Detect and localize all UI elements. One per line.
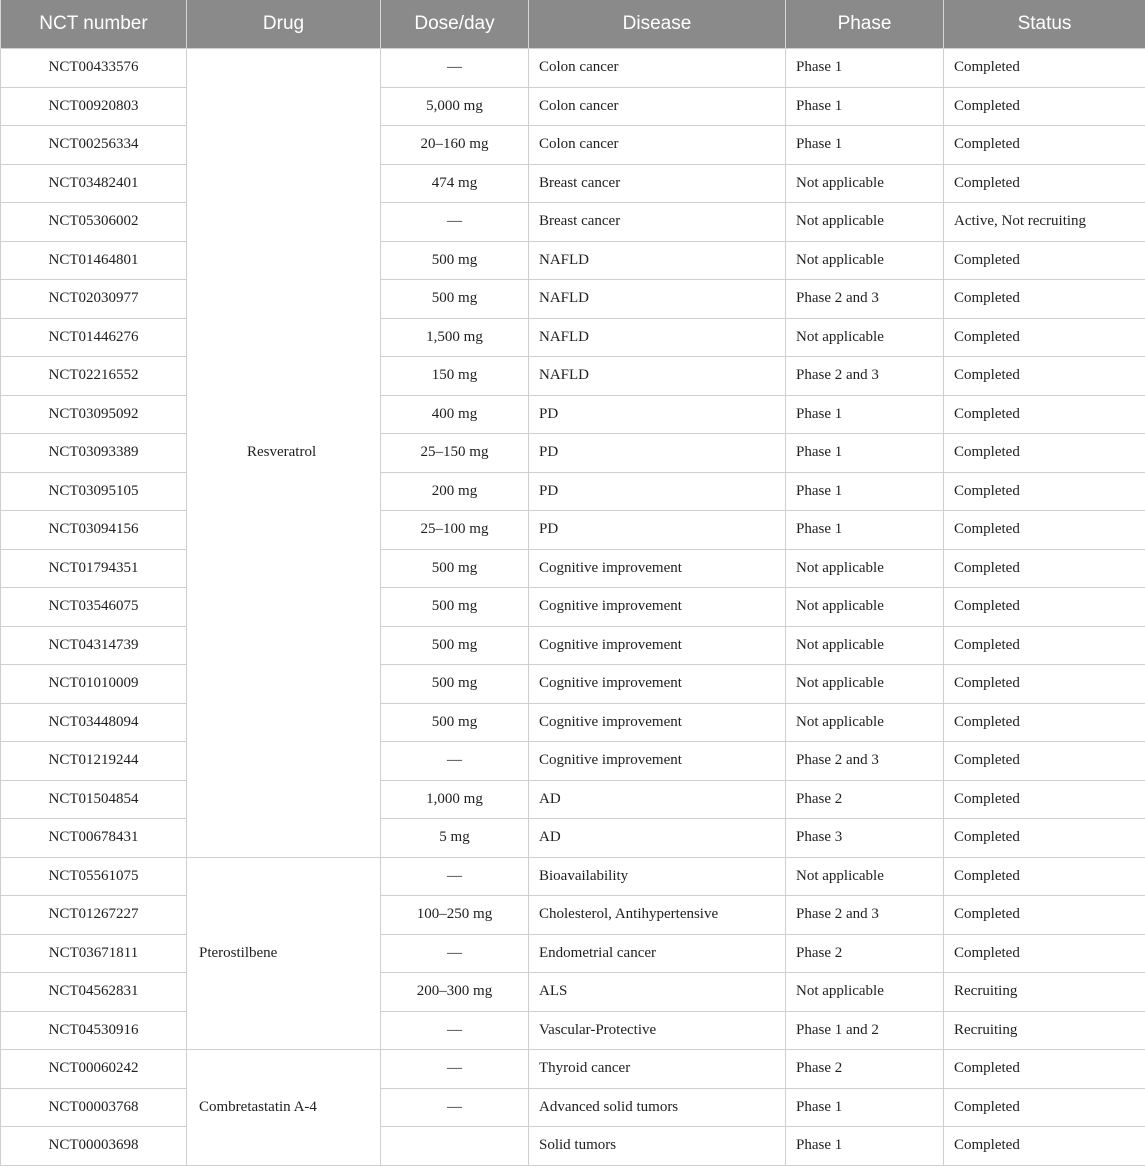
dose-cell: — <box>381 857 529 896</box>
nct-number-cell: NCT03546075 <box>1 588 187 627</box>
status-cell: Completed <box>944 280 1145 319</box>
status-cell: Completed <box>944 357 1145 396</box>
dose-cell: — <box>381 742 529 781</box>
nct-number-cell: NCT04530916 <box>1 1011 187 1050</box>
disease-cell: Cognitive improvement <box>529 588 786 627</box>
table-row <box>1 896 1145 935</box>
table-body <box>1 49 1145 1166</box>
phase-cell: Not applicable <box>786 857 944 896</box>
nct-number-cell: NCT05306002 <box>1 203 187 242</box>
phase-cell: Not applicable <box>786 588 944 627</box>
nct-number-cell: NCT02030977 <box>1 280 187 319</box>
status-cell: Recruiting <box>944 973 1145 1012</box>
header-row <box>1 0 1145 49</box>
dose-cell: 500 mg <box>381 703 529 742</box>
phase-cell: Phase 1 and 2 <box>786 1011 944 1050</box>
status-cell: Completed <box>944 934 1145 973</box>
status-cell: Completed <box>944 703 1145 742</box>
dose-cell: 25–100 mg <box>381 511 529 550</box>
dose-cell: 200–300 mg <box>381 973 529 1012</box>
dose-cell: 100–250 mg <box>381 896 529 935</box>
phase-cell: Not applicable <box>786 626 944 665</box>
table-row <box>1 164 1145 203</box>
phase-cell: Phase 1 <box>786 434 944 473</box>
nct-number-cell: NCT00920803 <box>1 87 187 126</box>
status-cell: Completed <box>944 780 1145 819</box>
phase-cell: Phase 2 and 3 <box>786 896 944 935</box>
status-cell: Completed <box>944 126 1145 165</box>
nct-number-cell: NCT03095105 <box>1 472 187 511</box>
phase-cell: Phase 1 <box>786 49 944 88</box>
disease-cell: PD <box>529 472 786 511</box>
drug-cell: Pterostilbene <box>187 857 381 1050</box>
phase-cell: Phase 2 <box>786 1050 944 1089</box>
nct-number-cell: NCT01794351 <box>1 549 187 588</box>
nct-number-cell: NCT01267227 <box>1 896 187 935</box>
phase-cell: Phase 1 <box>786 472 944 511</box>
phase-cell: Not applicable <box>786 973 944 1012</box>
disease-cell: Thyroid cancer <box>529 1050 786 1089</box>
table-row <box>1 241 1145 280</box>
nct-number-cell: NCT01464801 <box>1 241 187 280</box>
dose-cell: — <box>381 49 529 88</box>
table-row <box>1 280 1145 319</box>
nct-number-cell: NCT03448094 <box>1 703 187 742</box>
dose-cell: 400 mg <box>381 395 529 434</box>
phase-cell: Phase 1 <box>786 126 944 165</box>
drug-cell: Combretastatin A-4 <box>187 1050 381 1166</box>
nct-number-cell: NCT00060242 <box>1 1050 187 1089</box>
disease-cell: PD <box>529 511 786 550</box>
status-cell: Completed <box>944 896 1145 935</box>
column-header-drug: Drug <box>187 0 381 49</box>
status-cell: Completed <box>944 626 1145 665</box>
nct-number-cell: NCT01010009 <box>1 665 187 704</box>
disease-cell: Breast cancer <box>529 203 786 242</box>
dose-cell: — <box>381 203 529 242</box>
disease-cell: Solid tumors <box>529 1127 786 1166</box>
status-cell: Completed <box>944 819 1145 858</box>
status-cell: Active, Not recruiting <box>944 203 1145 242</box>
nct-number-cell: NCT04562831 <box>1 973 187 1012</box>
phase-cell: Phase 1 <box>786 1088 944 1127</box>
status-cell: Completed <box>944 742 1145 781</box>
disease-cell: Endometrial cancer <box>529 934 786 973</box>
dose-cell: 474 mg <box>381 164 529 203</box>
phase-cell: Phase 3 <box>786 819 944 858</box>
dose-cell: 500 mg <box>381 241 529 280</box>
dose-cell: 25–150 mg <box>381 434 529 473</box>
dose-cell: — <box>381 1011 529 1050</box>
dose-cell: 1,500 mg <box>381 318 529 357</box>
phase-cell: Not applicable <box>786 164 944 203</box>
phase-cell: Phase 2 <box>786 934 944 973</box>
table-row <box>1 357 1145 396</box>
dose-cell: 5,000 mg <box>381 87 529 126</box>
nct-number-cell: NCT05561075 <box>1 857 187 896</box>
dose-cell: 500 mg <box>381 280 529 319</box>
table-row <box>1 780 1145 819</box>
dose-cell <box>381 1127 529 1166</box>
status-cell: Completed <box>944 395 1145 434</box>
status-cell: Recruiting <box>944 1011 1145 1050</box>
table-row <box>1 318 1145 357</box>
phase-cell: Not applicable <box>786 318 944 357</box>
disease-cell: AD <box>529 780 786 819</box>
nct-number-cell: NCT03671811 <box>1 934 187 973</box>
dose-cell: — <box>381 1088 529 1127</box>
table-row <box>1 549 1145 588</box>
table-header <box>1 0 1145 49</box>
table-row <box>1 434 1145 473</box>
status-cell: Completed <box>944 1088 1145 1127</box>
dose-cell: 500 mg <box>381 626 529 665</box>
table-row <box>1 203 1145 242</box>
phase-cell: Not applicable <box>786 665 944 704</box>
dose-cell: 200 mg <box>381 472 529 511</box>
disease-cell: Vascular-Protective <box>529 1011 786 1050</box>
table-row <box>1 665 1145 704</box>
disease-cell: Colon cancer <box>529 87 786 126</box>
status-cell: Completed <box>944 318 1145 357</box>
phase-cell: Not applicable <box>786 241 944 280</box>
dose-cell: 20–160 mg <box>381 126 529 165</box>
nct-number-cell: NCT01219244 <box>1 742 187 781</box>
table-row <box>1 703 1145 742</box>
disease-cell: Cognitive improvement <box>529 665 786 704</box>
phase-cell: Phase 1 <box>786 1127 944 1166</box>
status-cell: Completed <box>944 665 1145 704</box>
phase-cell: Phase 2 and 3 <box>786 280 944 319</box>
disease-cell: PD <box>529 395 786 434</box>
disease-cell: ALS <box>529 973 786 1012</box>
column-header-disease: Disease <box>529 0 786 49</box>
disease-cell: Cholesterol, Antihypertensive <box>529 896 786 935</box>
column-header-dose-per-day: Dose/day <box>381 0 529 49</box>
phase-cell: Phase 1 <box>786 395 944 434</box>
drug-cell: Resveratrol <box>187 49 381 858</box>
disease-cell: Colon cancer <box>529 126 786 165</box>
table-row <box>1 126 1145 165</box>
phase-cell: Not applicable <box>786 549 944 588</box>
nct-number-cell: NCT00256334 <box>1 126 187 165</box>
disease-cell: Cognitive improvement <box>529 549 786 588</box>
disease-cell: Cognitive improvement <box>529 626 786 665</box>
disease-cell: NAFLD <box>529 241 786 280</box>
status-cell: Completed <box>944 434 1145 473</box>
phase-cell: Not applicable <box>786 203 944 242</box>
disease-cell: Colon cancer <box>529 49 786 88</box>
table-row <box>1 1011 1145 1050</box>
status-cell: Completed <box>944 164 1145 203</box>
nct-number-cell: NCT00433576 <box>1 49 187 88</box>
disease-cell: Breast cancer <box>529 164 786 203</box>
status-cell: Completed <box>944 241 1145 280</box>
dose-cell: 1,000 mg <box>381 780 529 819</box>
disease-cell: NAFLD <box>529 318 786 357</box>
column-header-status: Status <box>944 0 1145 49</box>
table-row <box>1 511 1145 550</box>
phase-cell: Phase 1 <box>786 511 944 550</box>
status-cell: Completed <box>944 857 1145 896</box>
table-row <box>1 1050 1145 1089</box>
nct-number-cell: NCT03093389 <box>1 434 187 473</box>
nct-number-cell: NCT01446276 <box>1 318 187 357</box>
status-cell: Completed <box>944 549 1145 588</box>
dose-cell: 5 mg <box>381 819 529 858</box>
status-cell: Completed <box>944 472 1145 511</box>
table-row <box>1 819 1145 858</box>
disease-cell: Advanced solid tumors <box>529 1088 786 1127</box>
table-row <box>1 1127 1145 1166</box>
phase-cell: Not applicable <box>786 703 944 742</box>
status-cell: Completed <box>944 1127 1145 1166</box>
phase-cell: Phase 2 <box>786 780 944 819</box>
dose-cell: — <box>381 934 529 973</box>
status-cell: Completed <box>944 87 1145 126</box>
table-row <box>1 87 1145 126</box>
nct-number-cell: NCT03094156 <box>1 511 187 550</box>
dose-cell: 500 mg <box>381 549 529 588</box>
status-cell: Completed <box>944 511 1145 550</box>
disease-cell: Cognitive improvement <box>529 703 786 742</box>
nct-number-cell: NCT00003768 <box>1 1088 187 1127</box>
phase-cell: Phase 2 and 3 <box>786 742 944 781</box>
nct-number-cell: NCT04314739 <box>1 626 187 665</box>
table-row <box>1 857 1145 896</box>
column-header-phase: Phase <box>786 0 944 49</box>
dose-cell: 500 mg <box>381 665 529 704</box>
dose-cell: 500 mg <box>381 588 529 627</box>
status-cell: Completed <box>944 49 1145 88</box>
table-row <box>1 1088 1145 1127</box>
table-row <box>1 472 1145 511</box>
nct-number-cell: NCT03095092 <box>1 395 187 434</box>
nct-number-cell: NCT01504854 <box>1 780 187 819</box>
disease-cell: AD <box>529 819 786 858</box>
nct-number-cell: NCT03482401 <box>1 164 187 203</box>
disease-cell: Bioavailability <box>529 857 786 896</box>
disease-cell: PD <box>529 434 786 473</box>
dose-cell: 150 mg <box>381 357 529 396</box>
phase-cell: Phase 2 and 3 <box>786 357 944 396</box>
column-header-nct-number: NCT number <box>1 0 187 49</box>
table-row <box>1 934 1145 973</box>
nct-number-cell: NCT02216552 <box>1 357 187 396</box>
table-row <box>1 49 1145 88</box>
table-row <box>1 626 1145 665</box>
status-cell: Completed <box>944 588 1145 627</box>
disease-cell: NAFLD <box>529 357 786 396</box>
table-row <box>1 742 1145 781</box>
phase-cell: Phase 1 <box>786 87 944 126</box>
nct-number-cell: NCT00678431 <box>1 819 187 858</box>
nct-number-cell: NCT00003698 <box>1 1127 187 1166</box>
table-row <box>1 395 1145 434</box>
status-cell: Completed <box>944 1050 1145 1089</box>
table-row <box>1 588 1145 627</box>
disease-cell: Cognitive improvement <box>529 742 786 781</box>
dose-cell: — <box>381 1050 529 1089</box>
disease-cell: NAFLD <box>529 280 786 319</box>
table-row <box>1 973 1145 1012</box>
